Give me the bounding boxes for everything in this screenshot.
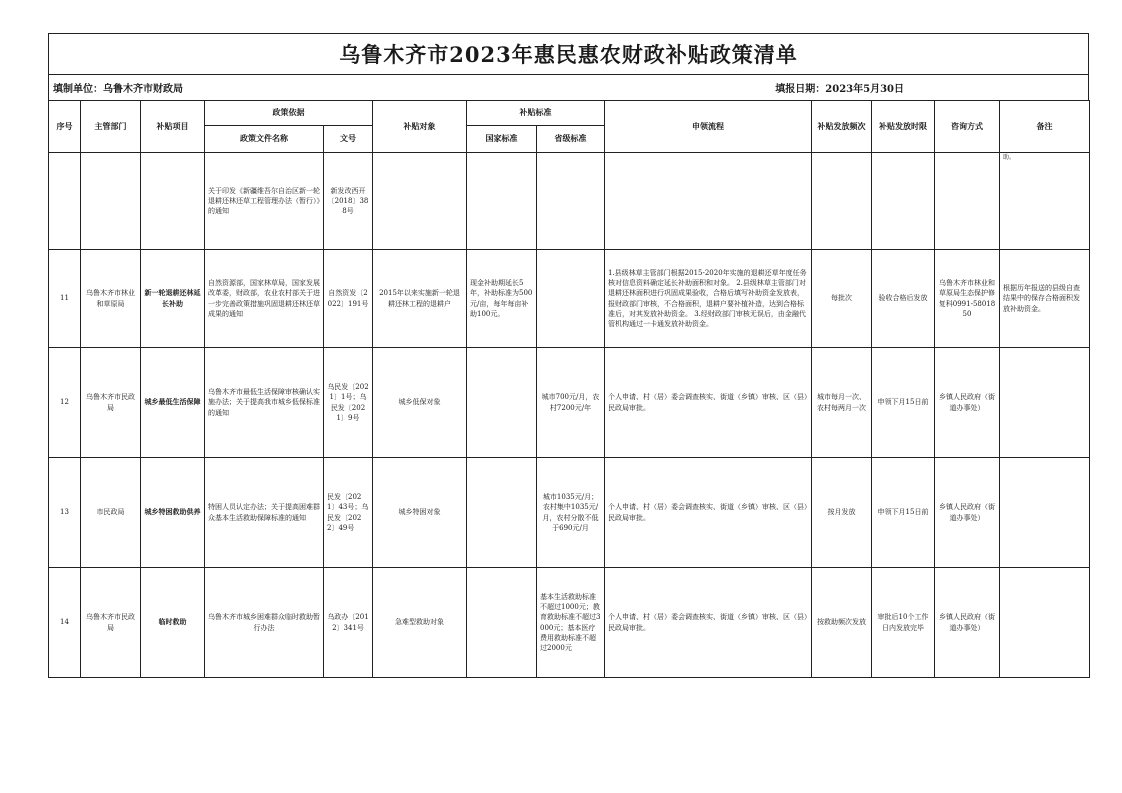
table-row bbox=[49, 568, 1090, 678]
cell-time: 申领下月15日前 bbox=[872, 348, 935, 458]
cell-remark bbox=[1000, 458, 1090, 568]
cell-doc-name: 乌鲁木齐市最低生活保障审核确认实施办法；关于提高我市城乡低保标准的通知 bbox=[205, 348, 324, 458]
cell-national: 现金补助期延长5年，补助标准为500元/亩，每年每亩补助100元。 bbox=[467, 250, 537, 348]
cell-dept: 乌鲁木齐市民政局 bbox=[81, 348, 141, 458]
cell-doc-name: 关于印发《新疆维吾尔自治区新一轮退耕还林还草工程管理办法（暂行）》的通知 bbox=[205, 153, 324, 250]
header-basis-no: 文号 bbox=[324, 126, 373, 153]
cell-process: 个人申请、村（居）委会调查核实、街道（乡镇）审核、区（县）民政局审批。 bbox=[605, 568, 812, 678]
cell-provincial: 城市700元/月，农村7200元/年 bbox=[537, 348, 605, 458]
header-dept: 主管部门 bbox=[81, 101, 141, 153]
cell-frequency bbox=[812, 153, 872, 250]
unit-label: 填制单位： bbox=[53, 84, 103, 95]
cell-national bbox=[467, 458, 537, 568]
page-title: 乌鲁木齐市2023年惠民惠农财政补贴政策清单 bbox=[48, 33, 1089, 74]
cell-contact: 乌鲁木齐市林业和草原局生态保护修复科0991-5801850 bbox=[935, 250, 1000, 348]
cell-contact: 乡镇人民政府（街道办事处） bbox=[935, 458, 1000, 568]
cell-doc-no: 新发改西开〔2018〕388号 bbox=[324, 153, 373, 250]
cell-item: 城乡最低生活保障 bbox=[141, 348, 205, 458]
cell-remark: 根据历年报送的县级自查结果中的保存合格面积发放补助资金。 bbox=[1000, 250, 1090, 348]
header-basis: 政策依据 bbox=[205, 101, 373, 126]
cell-seq: 14 bbox=[49, 568, 81, 678]
cell-time: 验收合格后发放 bbox=[872, 250, 935, 348]
cell-national bbox=[467, 153, 537, 250]
cell-process: 个人申请、村（居）委会调查核实、街道（乡镇）审核、区（县）民政局审批。 bbox=[605, 458, 812, 568]
cell-provincial bbox=[537, 153, 605, 250]
cell-frequency: 按救助频次发放 bbox=[812, 568, 872, 678]
cell-process: 1.县级林草主管部门根据2015-2020年实施的退耕还草年度任务核对信息资料确定延长补助面积和对象。 2.县级林草主管部门对退耕还林面积进行巩固成果验收，合格后填写补助资金发放表，报财政部门审核，不合格面积，退耕户要补植补造，达到合格标准后，对其发放补助资金。 3.经财政部门审核无误后，由金融代管机构通过一卡通发放补助资金。 bbox=[605, 250, 812, 348]
cell-item bbox=[141, 153, 205, 250]
policy-sheet bbox=[48, 33, 1089, 678]
cell-doc-no: 自然资发〔2022〕191号 bbox=[324, 250, 373, 348]
cell-target: 急难型救助对象 bbox=[373, 568, 467, 678]
cell-remark bbox=[1000, 568, 1090, 678]
cell-frequency: 按月发放 bbox=[812, 458, 872, 568]
table-row bbox=[49, 250, 1090, 348]
cell-doc-name: 自然资源部，国家林草局，国家发展改革委，财政部，农业农村部关于进一步完善政策措施巩固退耕还林还草成果的通知 bbox=[205, 250, 324, 348]
date-label: 填报日期： bbox=[775, 84, 826, 95]
cell-dept: 乌鲁木齐市民政局 bbox=[81, 568, 141, 678]
cell-contact: 乡镇人民政府（街道办事处） bbox=[935, 568, 1000, 678]
cell-item: 新一轮退耕还林延长补助 bbox=[141, 250, 205, 348]
cell-doc-no: 乌政办〔2012〕341号 bbox=[324, 568, 373, 678]
cell-target bbox=[373, 153, 467, 250]
cell-national bbox=[467, 348, 537, 458]
cell-dept: 市民政局 bbox=[81, 458, 141, 568]
cell-dept: 乌鲁木齐市林业和草原局 bbox=[81, 250, 141, 348]
header-remark: 备注 bbox=[1000, 101, 1090, 153]
cell-seq: 12 bbox=[49, 348, 81, 458]
header-item: 补贴项目 bbox=[141, 101, 205, 153]
cell-target: 2015年以来实施新一轮退耕还林工程的退耕户 bbox=[373, 250, 467, 348]
cell-frequency: 城市每月一次、农村每两月一次 bbox=[812, 348, 872, 458]
cell-item: 城乡特困救助供养 bbox=[141, 458, 205, 568]
cell-dept bbox=[81, 153, 141, 250]
cell-target: 城乡低保对象 bbox=[373, 348, 467, 458]
cell-provincial: 基本生活救助标准不超过1000元；教育救助标准不超过3000元；基本医疗费用救助标准不超过2000元 bbox=[537, 568, 605, 678]
header-provincial: 省级标准 bbox=[537, 126, 605, 153]
cell-time: 申领下月15日前 bbox=[872, 458, 935, 568]
cell-process bbox=[605, 153, 812, 250]
cell-provincial: 城市1035元/月；农村集中1035元/月，农村分散不低于690元/月 bbox=[537, 458, 605, 568]
header-target: 补贴对象 bbox=[373, 101, 467, 153]
cell-time: 审批后10个工作日内发放完毕 bbox=[872, 568, 935, 678]
cell-doc-no: 乌民发〔2021〕1号；乌民发〔2021〕9号 bbox=[324, 348, 373, 458]
cell-contact bbox=[935, 153, 1000, 250]
cell-doc-name: 乌鲁木齐市城乡困难群众临时救助暂行办法 bbox=[205, 568, 324, 678]
cell-seq: 11 bbox=[49, 250, 81, 348]
cell-doc-no: 民发〔2021〕43号；乌民发〔2022〕49号 bbox=[324, 458, 373, 568]
cell-national bbox=[467, 568, 537, 678]
cell-process: 个人申请、村（居）委会调查核实、街道（乡镇）审核、区（县）民政局审批。 bbox=[605, 348, 812, 458]
header-process: 申领流程 bbox=[605, 101, 812, 153]
cell-item: 临时救助 bbox=[141, 568, 205, 678]
cell-target: 城乡特困对象 bbox=[373, 458, 467, 568]
fill-unit bbox=[53, 80, 183, 95]
cell-remark: 助。 bbox=[1000, 153, 1090, 250]
table-row bbox=[49, 458, 1090, 568]
policy-table bbox=[48, 100, 1090, 678]
table-row bbox=[49, 348, 1090, 458]
table-row bbox=[49, 153, 1090, 250]
cell-seq: 13 bbox=[49, 458, 81, 568]
fill-date bbox=[775, 80, 904, 95]
header-basis-name: 政策文件名称 bbox=[205, 126, 324, 153]
cell-remark bbox=[1000, 348, 1090, 458]
unit-value: 乌鲁木齐市财政局 bbox=[103, 84, 183, 95]
cell-doc-name: 特困人员认定办法；关于提高困难群众基本生活救助保障标准的通知 bbox=[205, 458, 324, 568]
cell-time bbox=[872, 153, 935, 250]
header-frequency: 补贴发放频次 bbox=[812, 101, 872, 153]
header-time: 补贴发放时限 bbox=[872, 101, 935, 153]
cell-provincial bbox=[537, 250, 605, 348]
cell-frequency: 每批次 bbox=[812, 250, 872, 348]
meta-bar bbox=[48, 74, 1089, 100]
header-national: 国家标准 bbox=[467, 126, 537, 153]
header-seq: 序号 bbox=[49, 101, 81, 153]
cell-seq bbox=[49, 153, 81, 250]
header-contact: 咨询方式 bbox=[935, 101, 1000, 153]
date-value: 2023年5月30日 bbox=[825, 84, 904, 95]
header-standard: 补贴标准 bbox=[467, 101, 605, 126]
cell-contact: 乡镇人民政府（街道办事处） bbox=[935, 348, 1000, 458]
